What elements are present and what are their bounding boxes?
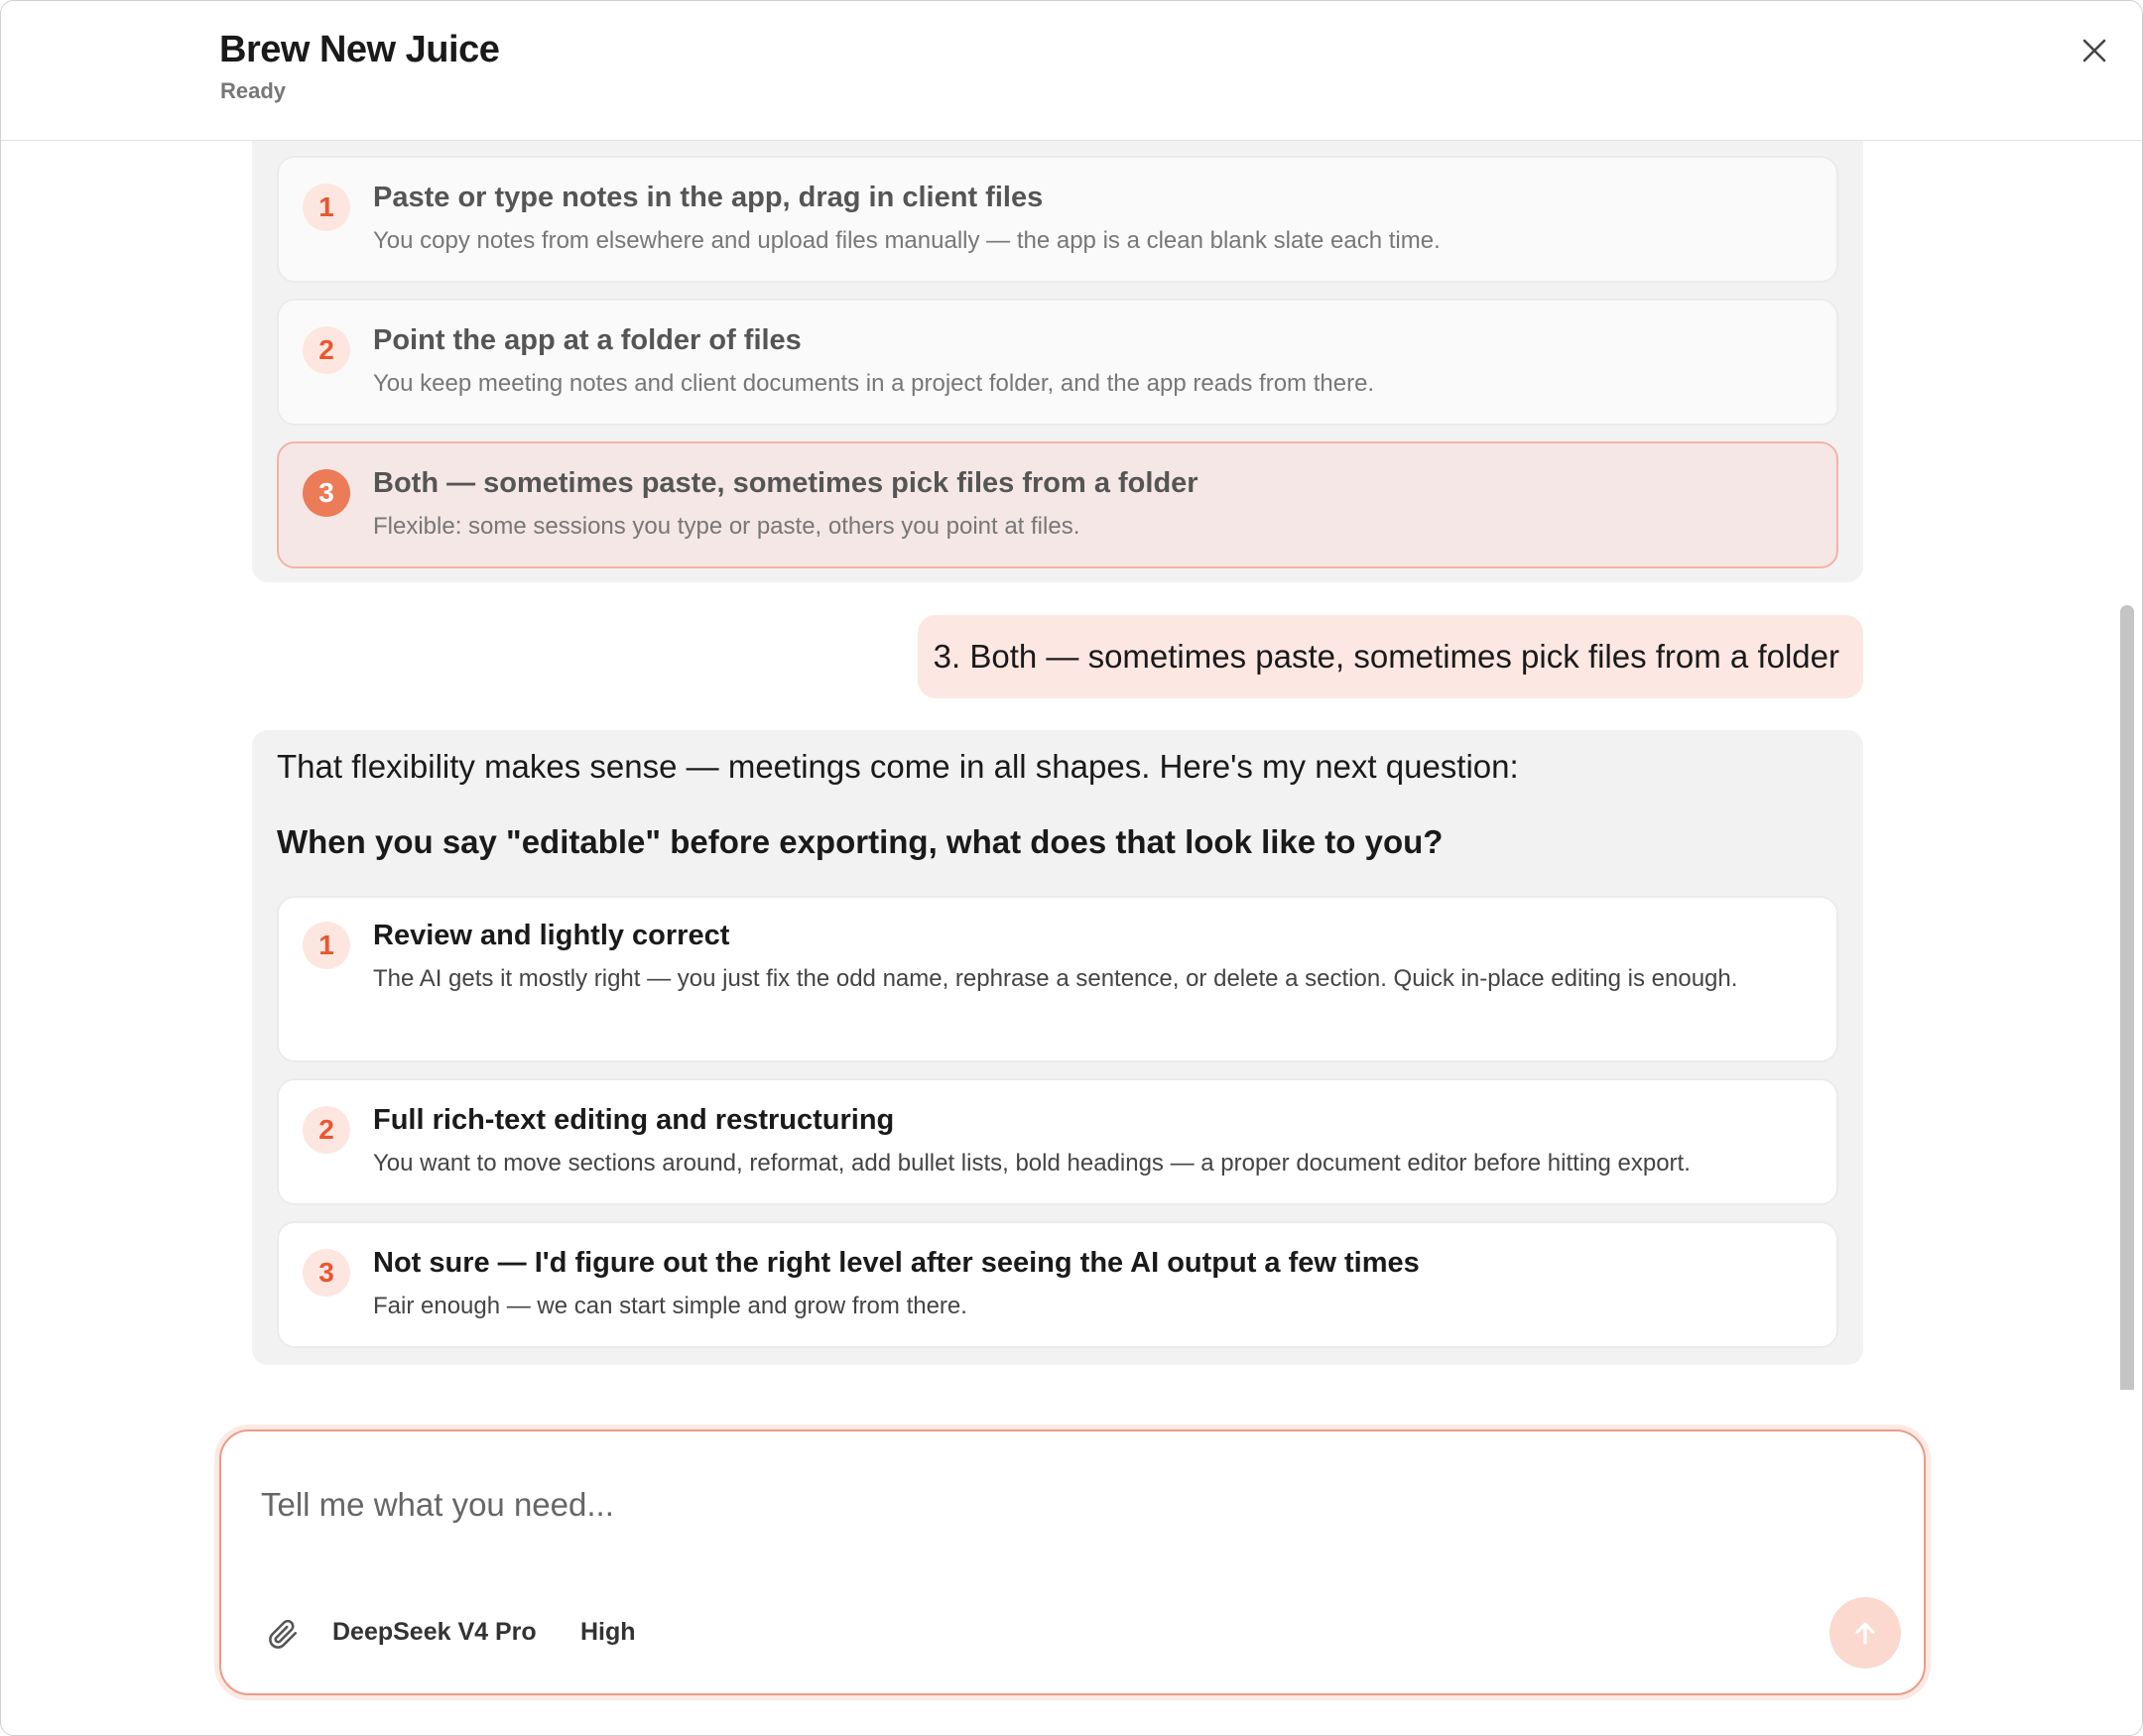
option-number-badge: 3: [303, 469, 350, 517]
close-button[interactable]: [2075, 31, 2114, 70]
option-number-badge: 1: [303, 922, 350, 969]
paperclip-icon: [266, 1617, 300, 1651]
option-description: Fair enough — we can start simple and grow from there.: [373, 1293, 967, 1319]
assistant-question: When you say "editable" before exporting, what does that look like to you?: [277, 823, 1444, 860]
status-text: Ready: [220, 78, 287, 103]
close-icon: [2081, 38, 2107, 63]
option-number-badge: 3: [303, 1249, 350, 1297]
option-description: You want to move sections around, reformat, add bullet lists, bold headings — a proper document editor before hitting export.: [373, 1150, 1691, 1177]
answer-option-2[interactable]: [277, 1078, 1838, 1205]
option-title: Not sure — I'd figure out the right level after seeing the AI output a few times: [373, 1247, 1420, 1279]
option-title: Paste or type notes in the app, drag in client files: [373, 182, 1044, 213]
previous-option-3-selected[interactable]: [277, 441, 1838, 568]
assistant-message-panel: [252, 730, 1863, 1365]
option-description: You keep meeting notes and client documents in a project folder, and the app reads from there.: [373, 370, 1375, 397]
conversation[interactable]: [1, 141, 2142, 1390]
message-input[interactable]: [261, 1475, 1809, 1535]
header: [1, 1, 2142, 141]
previous-question-panel: [252, 141, 1863, 582]
scrollbar-thumb[interactable]: [2120, 605, 2134, 1390]
option-title: Point the app at a folder of files: [373, 324, 802, 356]
option-number-badge: 2: [303, 326, 350, 374]
previous-option-1[interactable]: [277, 156, 1838, 283]
effort-selector[interactable]: High: [580, 1618, 636, 1646]
message-composer: [219, 1429, 1926, 1695]
model-selector[interactable]: DeepSeek V4 Pro: [332, 1618, 537, 1646]
user-message: 3. Both — sometimes paste, sometimes pick files from a folder: [918, 615, 1863, 698]
assistant-intro: That flexibility makes sense — meetings come in all shapes. Here's my next question:: [277, 748, 1519, 785]
option-description: The AI gets it mostly right — you just fix the odd name, rephrase a sentence, or delete a section. Quick in-place editing is enough.: [373, 965, 1738, 992]
option-description: Flexible: some sessions you type or paste, others you point at files.: [373, 513, 1080, 540]
previous-option-2[interactable]: [277, 299, 1838, 426]
option-number-badge: 1: [303, 184, 350, 231]
option-title: Full rich-text editing and restructuring: [373, 1104, 895, 1136]
option-title: Both — sometimes paste, sometimes pick files from a folder: [373, 467, 1198, 499]
page-title: Brew New Juice: [219, 29, 500, 70]
send-button[interactable]: [1829, 1597, 1901, 1669]
answer-option-1[interactable]: [277, 896, 1838, 1062]
option-number-badge: 2: [303, 1106, 350, 1154]
arrow-up-icon: [1850, 1618, 1880, 1648]
answer-option-3[interactable]: [277, 1221, 1838, 1348]
option-description: You copy notes from elsewhere and upload files manually — the app is a clean blank slate each time.: [373, 227, 1441, 254]
option-title: Review and lightly correct: [373, 920, 730, 951]
attach-button[interactable]: [263, 1614, 303, 1654]
